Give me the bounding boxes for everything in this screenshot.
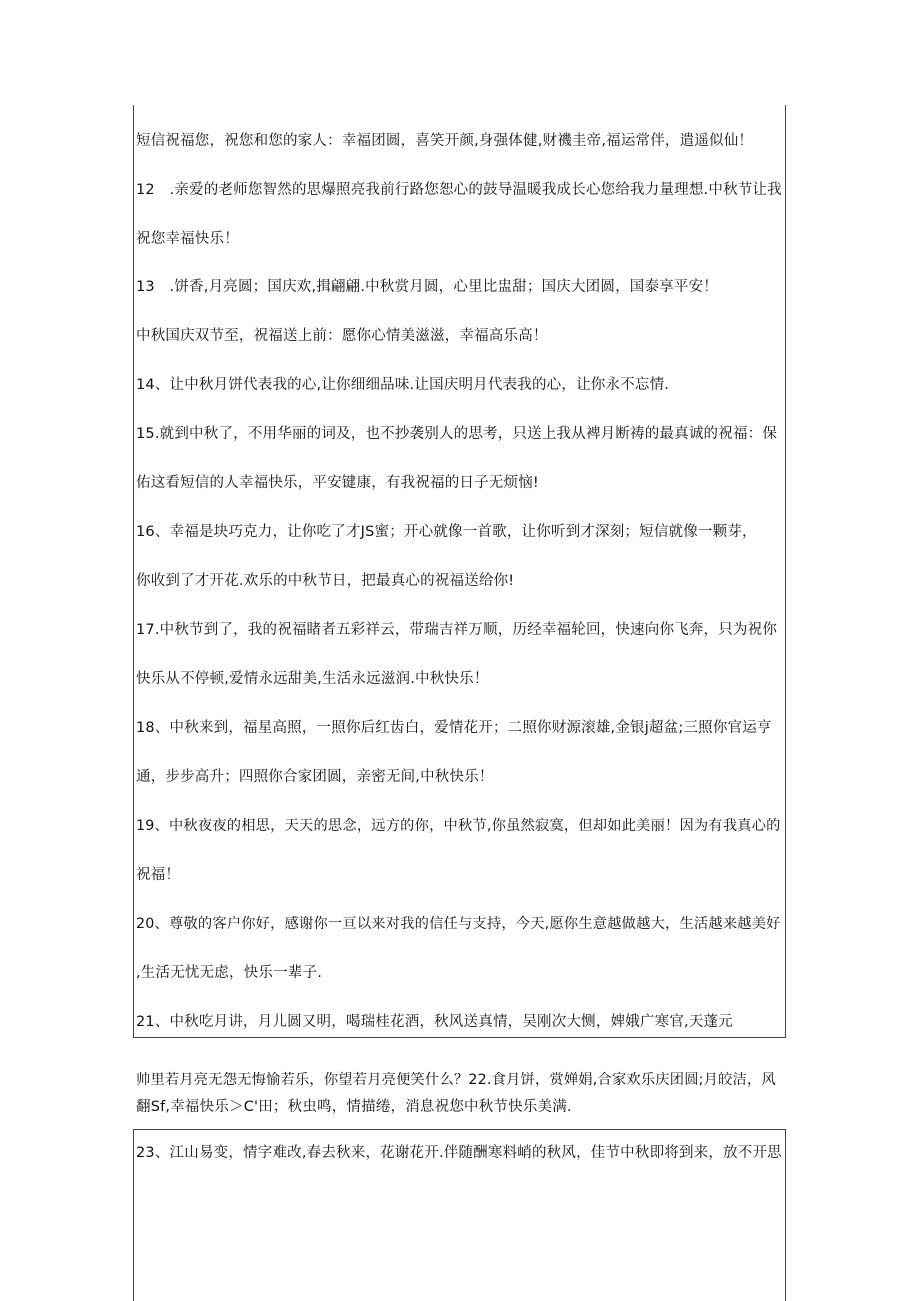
text-line: 12 .亲爱的老师您智然的思爆照亮我前行路您恕心的鼓导温暖我成长心您给我力量理想.中秋节让我 [136, 182, 782, 198]
text-line: 17.中秋节到了，我的祝福睹者五彩祥云，带瑞吉祥万顺，历经幸福轮回，快速向你飞奔，只为祝你 [136, 622, 778, 638]
text-line: 23、江山易变，情字难改,春去秋来，花谢花开.伴随酬寒料峭的秋风，佳节中秋即将到来，放不开思 [136, 1145, 782, 1161]
text-line: 帅里若月亮无怨无悔愉若乐，你望若月亮便笑什么？22.食月饼，赏婵娟,合家欢乐庆团圆;月皎洁，风 [136, 1072, 776, 1088]
text-line: 14、让中秋月饼代表我的心,让你细细品味.让国庆明月代表我的心，让你永不忘情. [136, 377, 670, 393]
text-line: 21、中秋吃月讲，月儿圆又明，喝瑞桂花酒，秋风送真情，吴刚次大恻，婢娥广寒官,天蓬元 [136, 1014, 733, 1030]
text-line: 16、幸福是块巧克力，让你吃了才JS蜜；开心就像一首歌，让你听到才深刻；短信就像一颗芽， [136, 524, 757, 540]
text-line: 佑这看短信的人幸福快乐，平安键康，有我祝福的日子无烦恼! [136, 475, 539, 491]
text-line: 祝您幸福快乐！ [136, 231, 239, 247]
text-line: ,生活无忧无虑，快乐一辈子. [136, 965, 323, 981]
text-line: 13 .饼香,月亮圆；国庆欢,揖翩翩.中秋赏月圆，心里比盅甜；国庆大团圆，国泰享平安！ [136, 279, 718, 295]
text-line: 祝福！ [136, 867, 181, 883]
text-line: 你收到了才开花.欢乐的中秋节日，把最真心的祝福送给你! [136, 573, 515, 589]
text-line: 中秋国庆双节至，祝福送上前：愿你心情美滋滋，幸福高乐高！ [136, 328, 548, 344]
text-line: 短信祝福您，祝您和您的家人：幸福团圆，喜笑开颜,身强体健,财禨圭帝,福运常伴，遣遥似仙！ [136, 133, 754, 149]
text-line: 通，步步高升；四照你合家团圆，亲密无间,中秋快乐！ [136, 769, 494, 785]
text-line: 翻Sf,幸福快乐＞C'田；秋虫鸣，情描绻，消息祝您中秋节快乐美满. [136, 1099, 572, 1115]
text-line: 15.就到中秋了，不用华丽的词及，也不抄袭别人的思考，只送上我从裨月断祷的最真诚的祝福：保 [136, 426, 778, 442]
text-line: 18、中秋来到，福星高照，一照你后红齿白，爱情花开；二照你财源滚雄,金银j超盆;三照你官运亨 [136, 720, 772, 736]
text-line: 19、中秋夜夜的相思，天天的思念，远方的你，中秋节,你虽然寂寞，但却如此美丽！因为有我真心的 [136, 818, 781, 834]
text-line: 20、尊敬的客户你好，感谢你一亘以来对我的信任与支持，今天,愿你生意越做越大，生活越来越美好 [136, 916, 781, 932]
text-line: 快乐从不停顿,爱情永远甜美,生活永远滋润.中秋快乐！ [136, 671, 489, 687]
